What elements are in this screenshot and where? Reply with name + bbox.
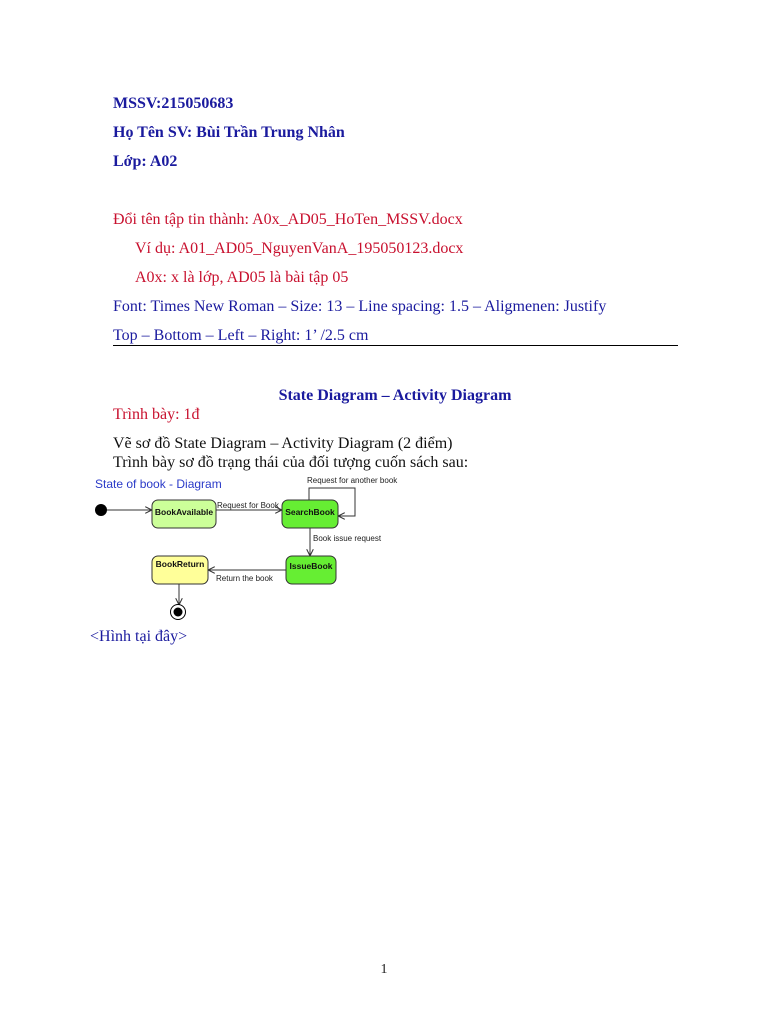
font-instruction: Font: Times New Roman – Size: 13 – Line spacing: 1.5 – Aligmenen: Justify xyxy=(113,298,607,315)
task-text: Vẽ sơ đồ State Diagram – Activity Diagram (2 điểm) xyxy=(113,435,453,452)
state-search-book xyxy=(282,500,338,528)
initial-node xyxy=(95,504,107,516)
label-request-another: Request for another book xyxy=(307,476,398,485)
state-issue-book xyxy=(286,556,336,584)
state-label-book-available: BookAvailable xyxy=(154,507,214,517)
student-name: Họ Tên SV: Bùi Trần Trung Nhân xyxy=(113,124,345,141)
state-label-issue-book: IssueBook xyxy=(289,561,333,571)
label-return-book: Return the book xyxy=(216,574,273,583)
label-issue-request: Book issue request xyxy=(313,534,382,543)
label-request-for-book: Request for Book xyxy=(217,501,279,510)
margin-instruction: Top – Bottom – Left – Right: 1’ /2.5 cm xyxy=(113,327,369,344)
class-label: Lớp: A02 xyxy=(113,153,178,170)
score-label: Trình bày: 1đ xyxy=(113,406,200,423)
rename-example: Ví dụ: A01_AD05_NguyenVanA_195050123.docx xyxy=(135,240,464,257)
diagram-title: State of book - Diagram xyxy=(95,477,222,491)
state-label-search-book: SearchBook xyxy=(285,507,335,517)
state-book-available xyxy=(152,500,216,528)
rename-instruction: Đổi tên tập tin thành: A0x_AD05_HoTen_MSSV.docx xyxy=(113,211,463,228)
page-number: 1 xyxy=(380,962,388,977)
image-placeholder: <Hình tại đây> xyxy=(90,628,188,645)
state-diagram xyxy=(90,470,410,630)
state-label-book-return: BookReturn xyxy=(155,559,205,569)
prompt-text: Trình bày sơ đồ trạng thái của đối tượng cuốn sách sau: xyxy=(113,454,469,471)
student-id: MSSV:215050683 xyxy=(113,95,234,112)
separator-line xyxy=(113,345,678,346)
rename-explanation: A0x: x là lớp, AD05 là bài tập 05 xyxy=(135,269,349,286)
final-node xyxy=(171,605,186,620)
section-title: State Diagram – Activity Diagram xyxy=(278,387,512,404)
state-book-return xyxy=(152,556,208,584)
